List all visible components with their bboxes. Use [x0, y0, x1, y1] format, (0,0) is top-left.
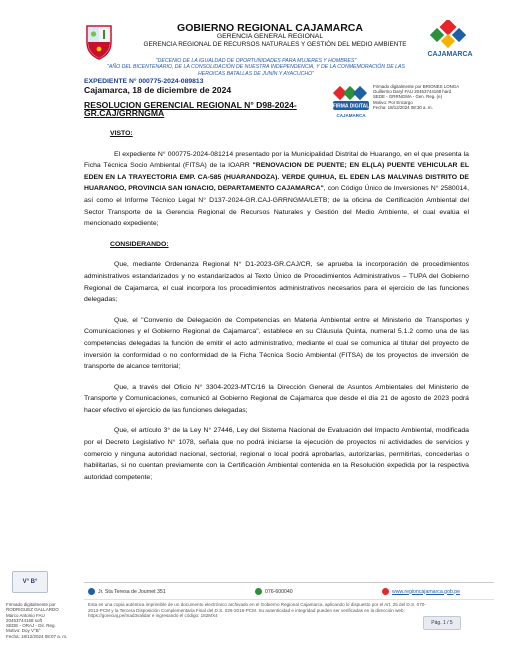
paragraph-oficio: Que, a través del Oficio N° 3304-2023-MTC/16 la Dirección General de Asuntos Ambientales del Ministerio de Transporte y Comunicaciones, comunicó al Gobierno Regional de Cajamarca que desde el día 21 de agosto de 2023 podrá hacer efectivo el ejercicio de las funciones delegadas;: [84, 383, 469, 414]
visto-heading: VISTO:: [110, 130, 133, 137]
document-body: [84, 128, 469, 492]
signature-line-5: Fecha: 18/12/2024 08:30 a. m.: [373, 104, 433, 110]
left-sig-line-5: SEDE - ORAJ - Dir. Reg.: [6, 623, 56, 629]
paragraph-convenio: Que, el "Convenio de Delegación de Competencias en Materia Ambiental entre el Ministerio de Transportes y Comunicaciones y el Gobierno Regional de Cajamarca", establece en su Cláusula Quinta, numeral 5.1.2 como una de las competencias delegadas la función de emitir el acto administrativo, mediante el cual se comunica al titular del proyecto de inversión la conformidad o no conformidad de la Ficha Técnica Socio Ambiental (FITSA) de los proyectos de inversión de transporte de alcance territorial;: [84, 316, 469, 371]
visto-paragraph: [84, 149, 469, 230]
paragraph-ley: Que, el artículo 3° de la Ley N° 27446, Ley del Sistema Nacional de Evaluación del Impacto Ambiental, modificada por el Decreto Legislativo N° 1078, señala que no podrá iniciarse la ejecución de proyectos ni actividades de servicios y comercio y ninguna autoridad nacional, sectorial, regional o local podrá aprobarlas, autorizarlas, permitirlas, concederlas o habilitarlas, si no cuentan previamente con la Certificación Ambiental contenida en la Resolución expedida por la respectiva autoridad competente;: [84, 427, 469, 481]
footer-address-text: Jr. Sta Teresa de Journet 351: [98, 588, 166, 595]
footer-phone-text: 076-600040: [265, 588, 293, 595]
page-indicator: Pág. 1 / 5: [423, 616, 461, 630]
signature-line-3: SEDE - GRRNGMA - Gen. Reg. (e): [373, 94, 443, 100]
badge-top-text: FIRMA DIGITAL: [332, 103, 370, 110]
decenio-line-2: "AÑO DEL BICENTENARIO, DE LA CONSOLIDACIÓN DE NUESTRA INDEPENDENCIA, Y DE LA CONMEMORACIÓN DE LAS HEROICAS BATALLAS DE JUNÍN Y AYACUCHO": [107, 64, 405, 77]
decenio-heading: [98, 58, 414, 77]
left-sig-line-2: RODRIGUEZ GALLARDO: [6, 607, 59, 613]
considerando-heading: CONSIDERANDO:: [110, 240, 169, 248]
footer-divider: [84, 582, 494, 583]
footer-website-link[interactable]: www.regioncajamarca.gob.pe: [392, 588, 461, 595]
peru-coat-of-arms-icon: [84, 22, 114, 60]
authenticity-notice: Esta es una copia auténtica imprimible de un documento electrónico archivado en el Gobierno Regional Cajamarca, aplicando lo dispuesto por el Art. 25 del D.S. 070-2013-PCM y la Tercera Disposición Complementaria Final del D.S. 026-2016-PCM. Su autenticidad e integridad pueden ser verificadas en la dirección web: https://goreciaj.pe/mad3validar e ingresando el código: 182MX4: [88, 602, 426, 619]
visto-text-a: El expediente N° 000775-2024-081214 presentado por la Municipalidad Distrital de Huarango, en el que presenta la Ficha Técnica Socio Ambiental (FITSA) de la IOARR: [84, 150, 469, 170]
left-sig-line-1: Firmado digitalmente por: [6, 602, 56, 607]
visto-project-name: "RENOVACION DE PUENTE; EN EL(LA) PUENTE VEHICULAR EL EDEN EN LA TRAYECTORIA EMP. CA-585 (HUARANDOZA). VERDE QUIHUA, EL EDEN LAS MALVINAS DISTRITO DE HUARANGO, PROVINCIA SAN IGNACIO, DEPARTAMENTO CAJAMARCA": [84, 162, 469, 193]
signature-line-2: Guillermo Daryl FAU 20453744168 hard: [373, 89, 452, 95]
signature-line-4: Motivo: Por Encargo: [373, 99, 413, 105]
left-sig-line-6: Motivo: Doy V°B°: [6, 628, 41, 634]
logo-caption: CAJAMARCA: [427, 51, 473, 58]
header-title: GOBIERNO REGIONAL CAJAMARCA: [177, 22, 363, 34]
signature-line-1: Firmado digitalmente por BRIONES LONGA: [373, 84, 460, 89]
header-subtitle-department: GERENCIA REGIONAL DE RECURSOS NATURALES Y GESTIÓN DEL MEDIO AMBIENTE: [143, 41, 407, 48]
left-sig-line-3: Marco Antonio FAU: [6, 612, 45, 618]
globe-icon: [382, 588, 389, 595]
left-sig-line-7: Fecha: 18/12/2024 08:07 a. m.: [6, 633, 68, 639]
expediente-number: EXPEDIENTE N° 000775-2024-089813: [84, 78, 204, 85]
location-icon: [88, 588, 95, 595]
digital-signature-badge-icon: [329, 86, 373, 120]
footer-phone: [255, 588, 293, 595]
visto-text-c: , con Código Único de Inversiones N° 2580014, así como el Informe Técnico Legal N° D137-2024-GR.CAJ-GRRNGMA/LETB; de la oficina de Certificación Ambiental del Sector Transporte de la Gerencia Regional de Recursos Naturales y Gestión del Medio Ambiente, el cual evalúa el mencionado expediente;: [84, 185, 470, 228]
visto-bueno-stamp: V° B°: [12, 571, 48, 593]
document-date: Cajamarca, 18 de diciembre de 2024: [84, 85, 232, 95]
footer-website[interactable]: [382, 588, 460, 595]
decenio-line-1: "DECENIO DE LA IGUALDAD DE OPORTUNIDADES PARA MUJERES Y HOMBRES": [155, 58, 357, 64]
badge-bottom-text: CAJAMARCA: [336, 113, 366, 118]
footer-address: [88, 588, 166, 595]
resolution-title: RESOLUCION GERENCIAL REGIONAL N° D98-2024-GR.CAJ/GRRNGMA: [84, 100, 297, 118]
cajamarca-logo-icon: [430, 20, 466, 50]
footer-bottom-divider: [84, 599, 494, 600]
paragraph-ordenanza: Que, mediante Ordenanza Regional N° D1-2023-GR.CAJ/CR, se aprueba la incorporación de procedimientos administrativos estandarizados y no estandarizados al Texto Único de Procedimientos Administrativos – TUPA del Gobierno Regional de Cajamarca, el cual incorpora los procedimientos administrativos necesarios para el ejercicio de las funciones delegadas;: [84, 261, 469, 304]
signature-info: [373, 84, 493, 110]
left-signature-info: [6, 602, 78, 639]
header-subtitle-management: GERENCIA GENERAL REGIONAL: [216, 33, 324, 40]
left-sig-line-4: 20453744168 soft: [6, 617, 43, 623]
phone-icon: [255, 588, 262, 595]
